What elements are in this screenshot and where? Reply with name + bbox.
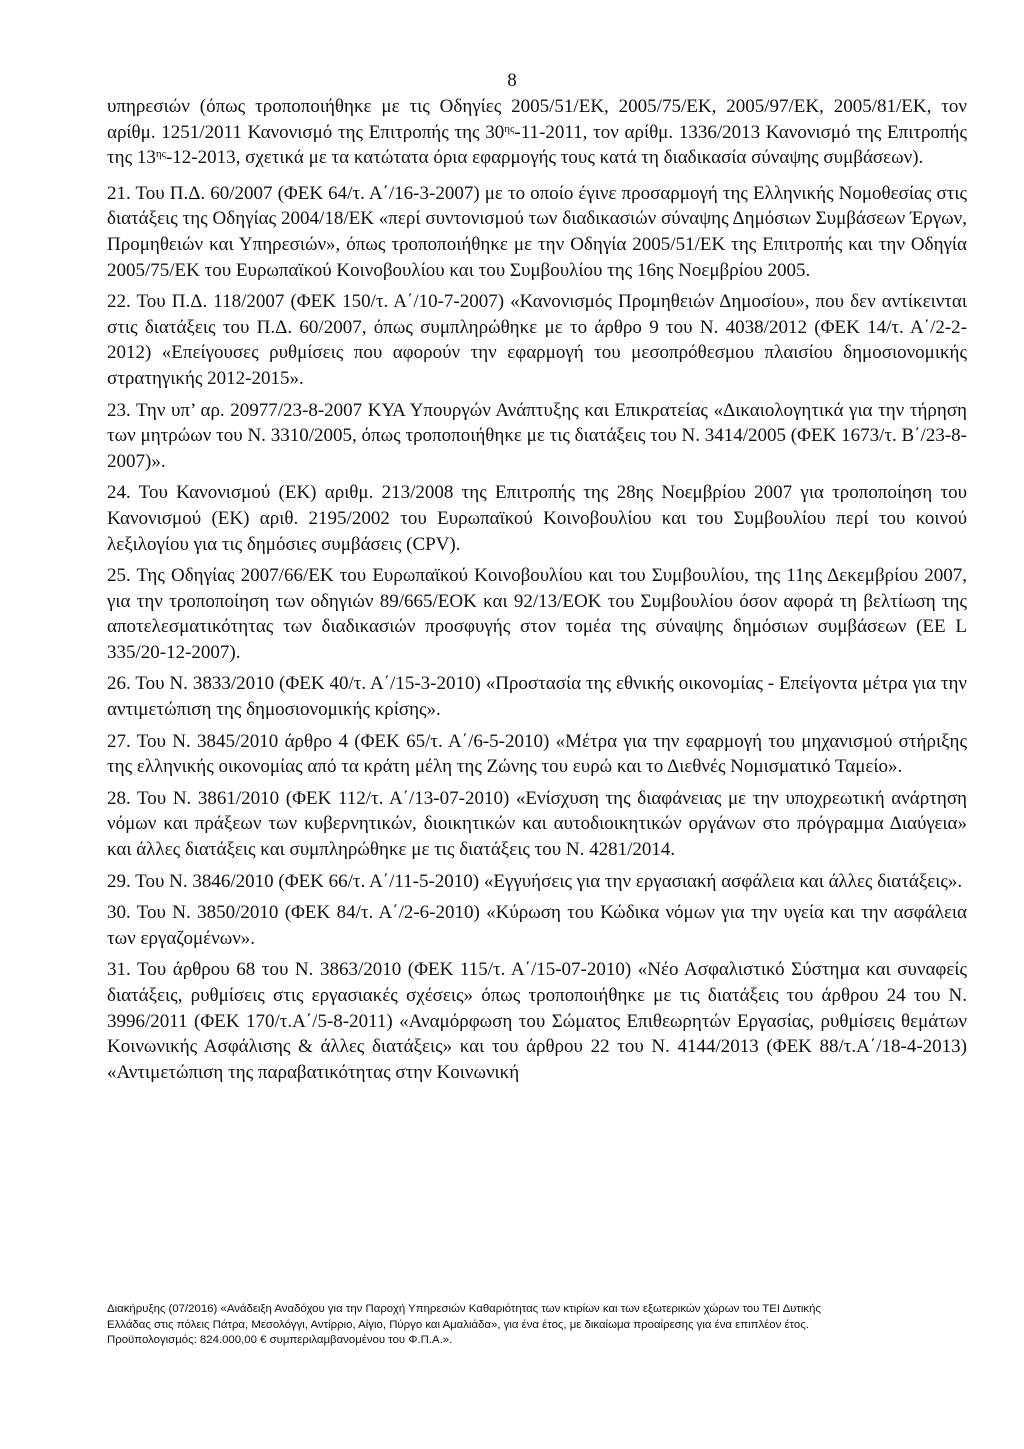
document-body (107, 94, 967, 1091)
list-item-28: 28. Του Ν. 3861/2010 (ΦΕΚ 112/τ. Α΄/13-07-2010) «Ενίσχυση της διαφάνειας με την υποχρεωτική ανάρτηση νόμων και πράξεων των κυβερνητικών, διοικητικών και αυτοδιοικητικών οργάνων στο πρόγραμμα Διαύγεια» και άλλες διατάξεις και συμπληρώθηκε με τις διατάξεις του Ν. 4281/2014. (107, 787, 967, 861)
page-footer (107, 1302, 967, 1349)
list-item-21: 21. Του Π.Δ. 60/2007 (ΦΕΚ 64/τ. Α΄/16-3-2007) με το οποίο έγινε προσαρμογή της Ελληνικής Νομοθεσίας στις διατάξεις της Οδηγίας 2004/18/ΕΚ «περί συντονισμού των διαδικασιών σύναψης Δημόσιων Συμβάσεων Έργων, Προμηθειών και Υπηρεσιών», όπως τροποποιήθηκε με την Οδηγία 2005/51/ΕΚ της Επιτροπής και την Οδηγία 2005/75/ΕΚ του Ευρωπαϊκού Κοινοβουλίου και του Συμβουλίου της 16ης Νοεμβρίου 2005. (107, 182, 967, 281)
list-item-22: 22. Του Π.Δ. 118/2007 (ΦΕΚ 150/τ. Α΄/10-7-2007) «Κανονισμός Προμηθειών Δημοσίου», που δεν αντίκεινται στις διατάξεις του Π.Δ. 60/2007, όπως συμπληρώθηκε με το άρθρο 9 του Ν. 4038/2012 (ΦΕΚ 14/τ. Α΄/2-2-2012) «Επείγουσες ρυθμίσεις που αφορούν την εφαρμογή του μεσοπρόθεσμου πλαισίου δημοσιονομικής στρατηγικής 2012-2015». (107, 291, 967, 389)
intro-paragraph: υπηρεσιών (όπως τροποποιήθηκε με τις Οδηγίες 2005/51/ΕΚ, 2005/75/ΕΚ, 2005/97/ΕΚ, 2005/81/ΕΚ, τον αρίθμ. 1251/2011 Κανονισμό της Επιτροπής της $30^{\eta\varsigma}-11-2011$, τον αρίθμ. 1336/2013 Κανονισμό της Επιτροπής της $13^{\eta\varsigma}-12-2013$, σχετικά με τα κατώτατα όρια εφαρμογής τους κατά τη διαδικασία σύναψης συμβάσεων). (107, 96, 967, 169)
list-item-25: 25. Της Οδηγίας 2007/66/ΕΚ του Ευρωπαϊκού Κοινοβουλίου και του Συμβουλίου, της 11ης Δεκεμβρίου 2007, για την τροποποίηση των οδηγιών 89/665/ΕΟΚ και 92/13/ΕΟΚ του Συμβουλίου όσον αφορά τη βελτίωση της αποτελεσματικότητας των διαδικασιών προσφυγής στον τομέα της σύναψης δημόσιων συμβάσεων (ΕΕ L 335/20-12-2007). (107, 565, 967, 663)
list-item-26: 26. Του Ν. 3833/2010 (ΦΕΚ 40/τ. Α΄/15-3-2010) «Προστασία της εθνικής οικονομίας - Επείγοντα μέτρα για την αντιμετώπιση της δημοσιονομικής κρίσης». (107, 673, 967, 721)
list-item-29: 29. Του Ν. 3846/2010 (ΦΕΚ 66/τ. Α΄/11-5-2010) «Εγγυήσεις για την εργασιακή ασφάλεια και άλλες διατάξεις». (107, 870, 963, 892)
page-number: 8 (507, 70, 517, 91)
footer-line: Διακήρυξης (07/2016) «Ανάδειξη Αναδόχου για την Παροχή Υπηρεσιών Καθαριότητας των κτιρίων και των εξωτερικών χώρων του ΤΕΙ Δυτικής (107, 1303, 821, 1315)
footer-line: Ελλάδας στις πόλεις Πάτρα, Μεσολόγγι, Αντίρριο, Αίγιο, Πύργο και Αμαλιάδα», για ένα έτος, με δικαίωμα προαίρεσης για ένα επιπλέον έτος. (107, 1318, 809, 1331)
list-item-27: 27. Του Ν. 3845/2010 άρθρο 4 (ΦΕΚ 65/τ. Α΄/6-5-2010) «Μέτρα για την εφαρμογή του μηχανισμού στήριξης της ελληνικής οικονομίας από τα κράτη μέλη της Ζώνης του ευρώ και το Διεθνές Νομισματικό Ταμείο». (107, 730, 967, 778)
list-item-30: 30. Του Ν. 3850/2010 (ΦΕΚ 84/τ. Α΄/2-6-2010) «Κύρωση του Κώδικα νόμων για την υγεία και την ασφάλεια των εργαζομένων». (107, 902, 967, 949)
list-item-31: 31. Του άρθρου 68 του Ν. 3863/2010 (ΦΕΚ 115/τ. Α΄/15-07-2010) «Νέο Ασφαλιστικό Σύστημα και συναφείς διατάξεις, ρυθμίσεις στις εργασιακές σχέσεις» όπως τροποποιήθηκε με τις διατάξεις του άρθρου 24 του Ν. 3996/2011 (ΦΕΚ 170/τ.Α΄/5-8-2011) «Αναμόρφωση του Σώματος Επιθεωρητών Εργασίας, ρυθμίσεις θεμάτων Κοινωνικής Ασφάλισης & άλλες διατάξεις» και του άρθρου 22 του Ν. 4144/2013 (ΦΕΚ 88/τ.Α΄/18-4-2013) «Αντιμετώπιση της παραβατικότητας στην Κοινωνική (107, 959, 967, 1083)
footer-line: Προϋπολογισμός: 824.000,00 € συμπεριλαμβανομένου του Φ.Π.Α.». (107, 1334, 453, 1347)
list-item-24: 24. Του Κανονισμού (ΕΚ) αριθμ. 213/2008 της Επιτροπής της 28ης Νοεμβρίου 2007 για τροποποίηση του Κανονισμού (ΕΚ) αριθ. 2195/2002 του Ευρωπαϊκού Κοινοβουλίου και του Συμβουλίου περί του κοινού λεξιλογίου για τις δημόσιες συμβάσεις (CPV). (107, 482, 967, 555)
list-item-23: 23. Την υπ’ αρ. 20977/23-8-2007 ΚΥΑ Υπουργών Ανάπτυξης και Επικρατείας «Δικαιολογητικά για την τήρηση των μητρώων του Ν. 3310/2005, όπως τροποποιήθηκε με τις διατάξεις του Ν. 3414/2005 (ΦΕΚ 1673/τ. Β΄/23-8-2007)». (107, 399, 967, 472)
